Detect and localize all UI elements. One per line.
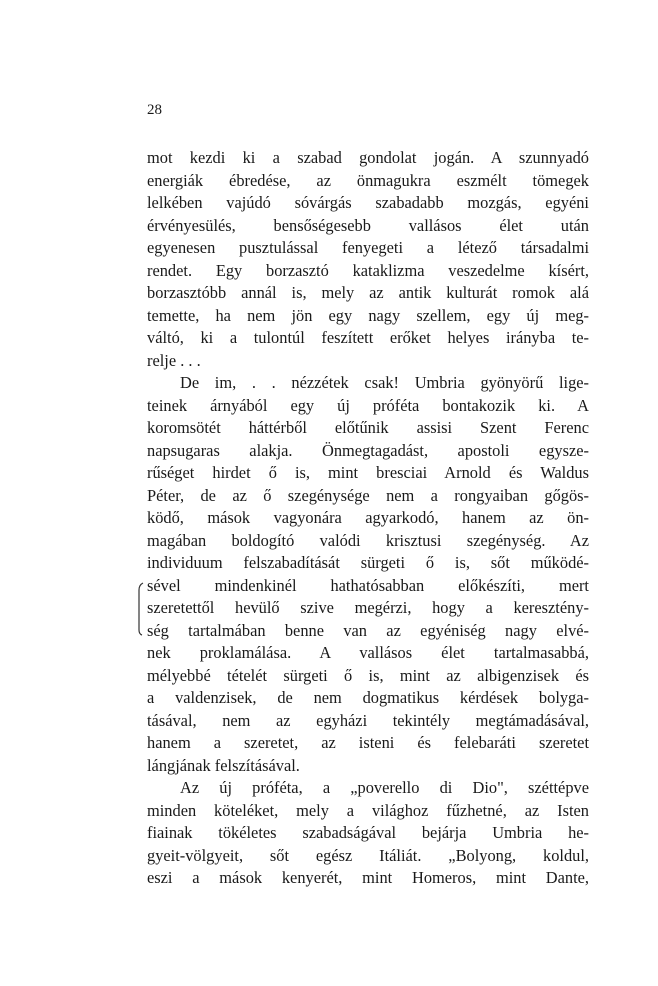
text-line: fiainak tökéletes szabadságával bejárja Umbria he- bbox=[147, 823, 589, 842]
text-line: nek proklamálása. A vallásos élet tartalmasabbá, bbox=[147, 643, 589, 662]
margin-bracket-mark bbox=[137, 582, 145, 636]
text-line: temette, ha nem jön egy nagy szellem, egy új meg- bbox=[147, 305, 589, 325]
text-line: Az új próféta, a „poverello di Dio", széttépve bbox=[180, 778, 589, 797]
text-line: teinek árnyából egy új próféta bontakozik ki. A bbox=[147, 395, 589, 415]
text-line: minden köteléket, mely a világhoz fűzhetné, az Isten bbox=[147, 800, 589, 820]
text-line: váltó, ki a tulontúl feszített erőket helyes irányba te- bbox=[147, 328, 589, 347]
text-line: individuum felszabadítását sürgeti ő is, sőt működé- bbox=[147, 553, 589, 572]
text-line: érvényesülés, bensőségesebb vallásos élet után bbox=[147, 215, 589, 235]
text-line: ség tartalmában benne van az egyéniség nagy elvé- bbox=[147, 620, 589, 640]
text-line: relje . . . bbox=[147, 350, 201, 370]
text-line: szeretettől hevülő szive megérzi, hogy a keresztény- bbox=[147, 598, 589, 617]
text-line: magában boldogító valódi krisztusi szegénység. Az bbox=[147, 530, 589, 550]
body-text bbox=[147, 147, 589, 890]
text-line: tásával, nem az egyházi tekintély megtámadásával, bbox=[147, 710, 589, 730]
page-number: 28 bbox=[147, 102, 162, 118]
text-line: Péter, de az ő szegénysége nem a rongyaiban gőgös- bbox=[147, 485, 589, 505]
text-line: mélyebbé tételét sürgeti ő is, mint az albigenzisek és bbox=[147, 665, 589, 685]
text-line: ködő, mások vagyonára agyarkodó, hanem az ön- bbox=[147, 508, 589, 527]
text-line: rűséget hirdet ő is, mint bresciai Arnold és Waldus bbox=[147, 463, 589, 482]
text-line: eszi a mások kenyerét, mint Homeros, mint Dante, bbox=[147, 868, 589, 887]
text-line: mot kezdi ki a szabad gondolat jogán. A szunnyadó bbox=[147, 148, 589, 167]
paragraph bbox=[147, 777, 589, 890]
text-line: hanem a szeretet, az isteni és felebaráti szeretet bbox=[147, 733, 589, 752]
text-line: lángjának felszításával. bbox=[147, 755, 300, 775]
text-line: borzasztóbb annál is, mely az antik kulturát romok alá bbox=[147, 283, 589, 302]
text-line: De im, . . nézzétek csak! Umbria gyönyörű lige- bbox=[180, 373, 589, 392]
text-line: lelkében vajúdó sóvárgás szabadabb mozgás, egyéni bbox=[147, 193, 589, 212]
text-line: energiák ébredése, az önmagukra eszmélt tömegek bbox=[147, 170, 589, 190]
text-line: napsugaras alakja. Önmegtagadást, apostoli egysze- bbox=[147, 440, 589, 460]
paragraph bbox=[147, 147, 589, 372]
text-line: a valdenzisek, de nem dogmatikus kérdések bolyga- bbox=[147, 688, 589, 707]
text-line: sével mindenkinél hathatósabban előkészíti, mert bbox=[147, 575, 589, 595]
text-line: egyenesen pusztulással fenyegeti a létező társadalmi bbox=[147, 238, 589, 257]
paragraph bbox=[147, 372, 589, 777]
text-line: rendet. Egy borzasztó kataklizma veszedelme kísért, bbox=[147, 260, 589, 280]
text-line: gyeit-völgyeit, sőt egész Itáliát. „Bolyong, koldul, bbox=[147, 845, 589, 865]
text-line: koromsötét háttérből előtűnik assisi Szent Ferenc bbox=[147, 418, 589, 437]
